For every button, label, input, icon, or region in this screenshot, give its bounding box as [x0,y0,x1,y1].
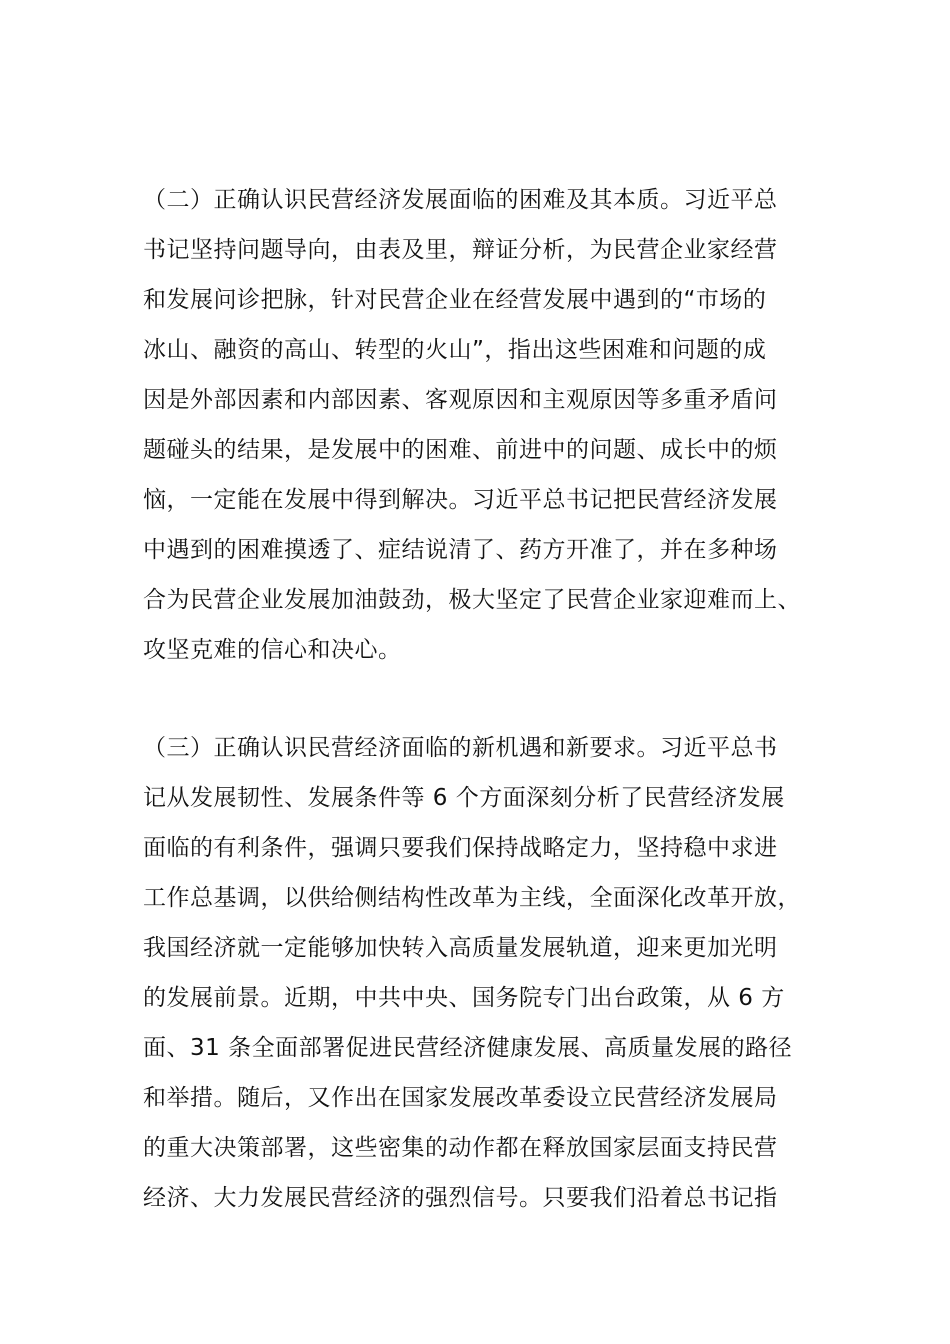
text-line: 工作总基调，以供给侧结构性改革为主线，全面深化改革开放， [143,885,801,911]
text-line: 经济、大力发展民营经济的强烈信号。只要我们沿着总书记指 [143,1185,778,1211]
text-line: 的发展前景。近期，中共中央、国务院专门出台政策，从 6 方 [143,985,785,1011]
text-line: 因是外部因素和内部因素、客观原因和主观原因等多重矛盾问 [143,387,778,413]
text-line: 记从发展韧性、发展条件等 6 个方面深刻分析了民营经济发展 [143,785,785,811]
text-line: 和举措。随后，又作出在国家发展改革委设立民营经济发展局 [143,1085,778,1111]
text-line: （二）正确认识民营经济发展面临的困难及其本质。习近平总 [143,187,778,213]
text-line: 书记坚持问题导向，由表及里，辩证分析，为民营企业家经营 [143,237,778,263]
text-line: 题碰头的结果，是发展中的困难、前进中的问题、成长中的烦 [143,437,778,463]
text-line: 冰山、融资的高山、转型的火山”，指出这些困难和问题的成 [143,337,767,363]
text-line: （三）正确认识民营经济面临的新机遇和新要求。习近平总书 [143,735,778,761]
text-line: 面、31 条全面部署促进民营经济健康发展、高质量发展的路径 [143,1035,793,1061]
text-line: 和发展问诊把脉，针对民营企业在经营发展中遇到的“市场的 [143,287,767,313]
text-line: 中遇到的困难摸透了、症结说清了、药方开准了，并在多种场 [143,537,778,563]
text-line: 的重大决策部署，这些密集的动作都在释放国家层面支持民营 [143,1135,778,1161]
text-line: 面临的有利条件，强调只要我们保持战略定力，坚持稳中求进 [143,835,778,861]
text-line: 合为民营企业发展加油鼓劲，极大坚定了民营企业家迎难而上、 [143,587,801,613]
text-line: 攻坚克难的信心和决心。 [143,637,402,663]
text-line: 恼，一定能在发展中得到解决。习近平总书记把民营经济发展 [143,487,778,513]
text-line: 我国经济就一定能够加快转入高质量发展轨道，迎来更加光明 [143,935,778,961]
